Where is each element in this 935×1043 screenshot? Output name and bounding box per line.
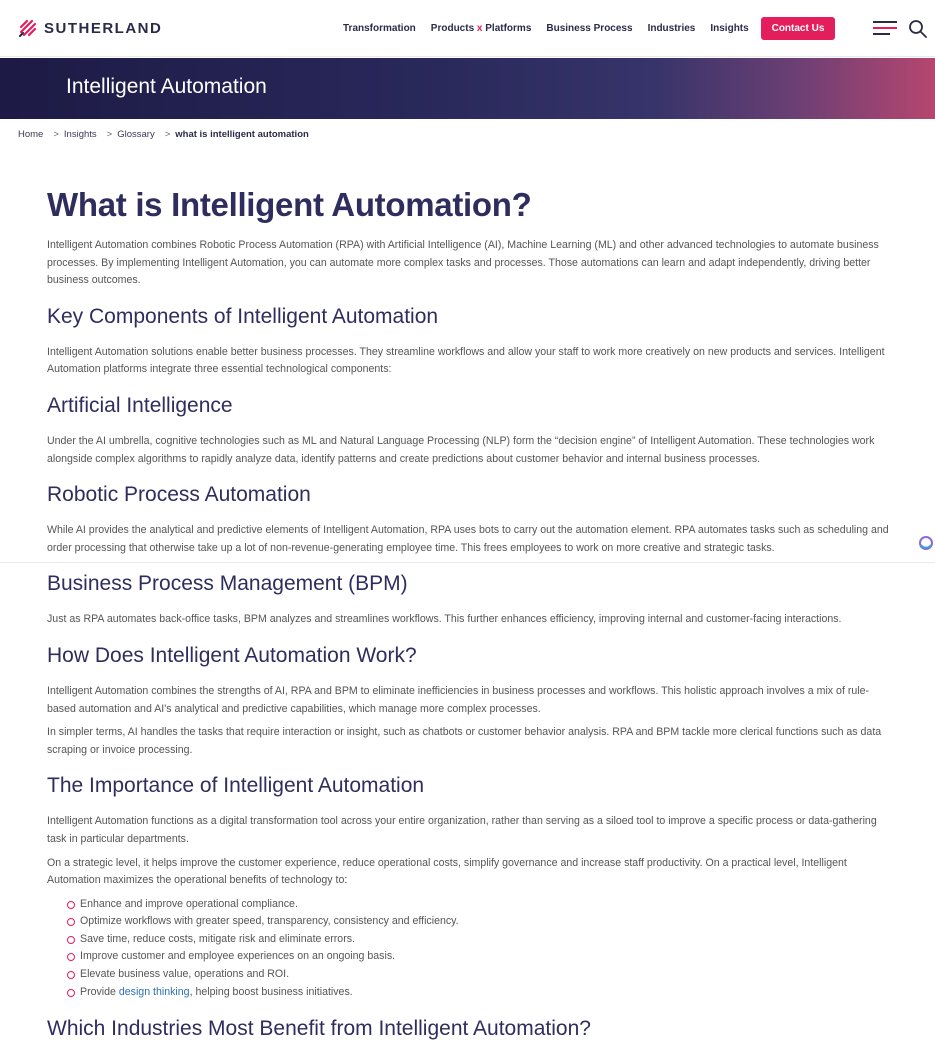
page-title: What is Intelligent Automation?	[47, 186, 532, 223]
heading-bpm: Business Process Management (BPM)	[47, 572, 408, 596]
bullet-icon	[67, 936, 75, 944]
nav-transformation[interactable]: Transformation	[343, 23, 416, 34]
bullet-icon	[67, 989, 75, 997]
breadcrumb-insights[interactable]: Insights	[63, 129, 97, 140]
list-item	[67, 896, 897, 914]
chat-widget-icon[interactable]	[918, 535, 934, 551]
list-item-text: Save time, reduce costs, mitigate risk and eliminate errors.	[80, 932, 355, 945]
list-item	[67, 948, 897, 966]
breadcrumb-separator: >	[106, 129, 113, 140]
breadcrumb-glossary[interactable]: Glossary	[117, 129, 155, 140]
breadcrumb	[18, 129, 309, 140]
contact-us-button[interactable]: Contact Us	[761, 17, 835, 40]
article	[47, 183, 897, 1043]
site-header	[0, 0, 935, 57]
list-item-text: Improve customer and employee experiences on an ongoing basis.	[80, 950, 396, 963]
nav-platforms-label: Platforms	[485, 23, 532, 34]
list-item-text-post: , helping boost business initiatives.	[189, 985, 353, 998]
heading-key-components: Key Components of Intelligent Automation	[47, 304, 439, 328]
benefits-list	[47, 896, 897, 1002]
page-banner	[0, 58, 935, 119]
bullet-icon	[67, 971, 75, 979]
nav-industries[interactable]: Industries	[647, 23, 696, 34]
importance-paragraph-2: On a strategic level, it helps improve the customer experience, reduce operational costs, simplify governance and increase staff productivity. On a practical level, Intelligent Automation maximizes the operational benefits of technology to:	[47, 856, 847, 887]
bullet-icon	[67, 901, 75, 909]
list-item-text: Enhance and improve operational compliance.	[80, 897, 298, 910]
breadcrumb-separator: >	[164, 129, 171, 140]
sutherland-logo[interactable]	[18, 18, 162, 38]
breadcrumb-current: what is intelligent automation	[175, 129, 309, 140]
breadcrumb-home[interactable]: Home	[18, 129, 44, 140]
design-thinking-link[interactable]: design thinking	[118, 985, 190, 998]
list-item-text-pre: Provide	[80, 985, 116, 998]
nav-business-process[interactable]: Business Process	[546, 23, 633, 34]
bullet-icon	[67, 953, 75, 961]
list-item	[67, 984, 897, 1002]
bpm-paragraph: Just as RPA automates back-office tasks, BPM analyzes and streamlines workflows. This further enhances efficiency, improving internal and customer-facing interactions.	[47, 613, 842, 626]
heading-importance: The Importance of Intelligent Automation	[47, 774, 425, 798]
logo-mark-icon	[18, 18, 38, 38]
how-paragraph-1: Intelligent Automation combines the strengths of AI, RPA and BPM to eliminate inefficiencies in business processes and workflows. This holistic approach involves a mix of rule-based automation and AI's analytical and predictive capabilities, which manage more complex processes.	[47, 684, 870, 715]
nav-products-x: x	[476, 23, 483, 34]
how-paragraph-2: In simpler terms, AI handles the tasks that require interaction or insight, such as chatbots or customer behavior analysis. RPA and BPM tackle more clerical functions such as data scraping or invoice processing.	[47, 726, 882, 756]
main-nav	[343, 23, 764, 34]
rpa-paragraph: While AI provides the analytical and predictive elements of Intelligent Automation, RPA uses bots to carry out the automation element. RPA automates tasks such as scheduling and order processing that otherwise take up a lot of non-revenue-generating employee time. This frees employees to work on more creative and strategic tasks.	[47, 524, 889, 554]
importance-paragraph-1: Intelligent Automation functions as a digital transformation tool across your entire organization, rather than serving as a siloed tool to improve a specific process or data-gathering task in particular departments.	[47, 815, 877, 845]
list-item-text: Elevate business value, operations and ROI.	[80, 968, 290, 981]
banner-title: Intelligent Automation	[66, 75, 267, 98]
list-item	[67, 931, 897, 949]
logo-text: SUTHERLAND	[44, 19, 163, 37]
list-item-text: Optimize workflows with greater speed, transparency, consistency and efficiency.	[80, 915, 459, 928]
nav-insights[interactable]: Insights	[710, 23, 749, 34]
heading-industries: Which Industries Most Benefit from Intelligent Automation?	[47, 1017, 591, 1041]
heading-how-it-works: How Does Intelligent Automation Work?	[47, 643, 417, 667]
bullet-icon	[67, 918, 75, 926]
heading-rpa: Robotic Process Automation	[47, 483, 311, 507]
list-item	[67, 966, 897, 984]
search-icon[interactable]	[908, 19, 928, 39]
breadcrumb-separator: >	[53, 129, 59, 140]
hamburger-icon[interactable]	[872, 19, 898, 37]
heading-artificial-intelligence: Artificial Intelligence	[47, 393, 233, 417]
ai-paragraph: Under the AI umbrella, cognitive technologies such as ML and Natural Language Processing (NLP) form the “decision engine” of Intelligent Automation. These technologies work alongside complex algorithms to rapidly analyze data, identify patterns and create predictions about customer behavior and internal business processes.	[47, 434, 875, 465]
nav-products-label: Products	[430, 23, 475, 34]
intro-paragraph: Intelligent Automation combines Robotic Process Automation (RPA) with Artificial Intelligence (AI), Machine Learning (ML) and other advanced technologies to automate business processes. By implementing Intelligent Automation, you can automate more complex tasks and processes. Those automations can learn and adapt independently, driving better business outcomes.	[47, 239, 879, 287]
nav-products-platforms[interactable]	[431, 23, 532, 34]
key-components-paragraph: Intelligent Automation solutions enable better business processes. They streamline workflows and allow your staff to work more creatively on new products and services. Intelligent Automation platforms integrate three essential technological components:	[47, 345, 885, 376]
list-item	[67, 913, 897, 931]
